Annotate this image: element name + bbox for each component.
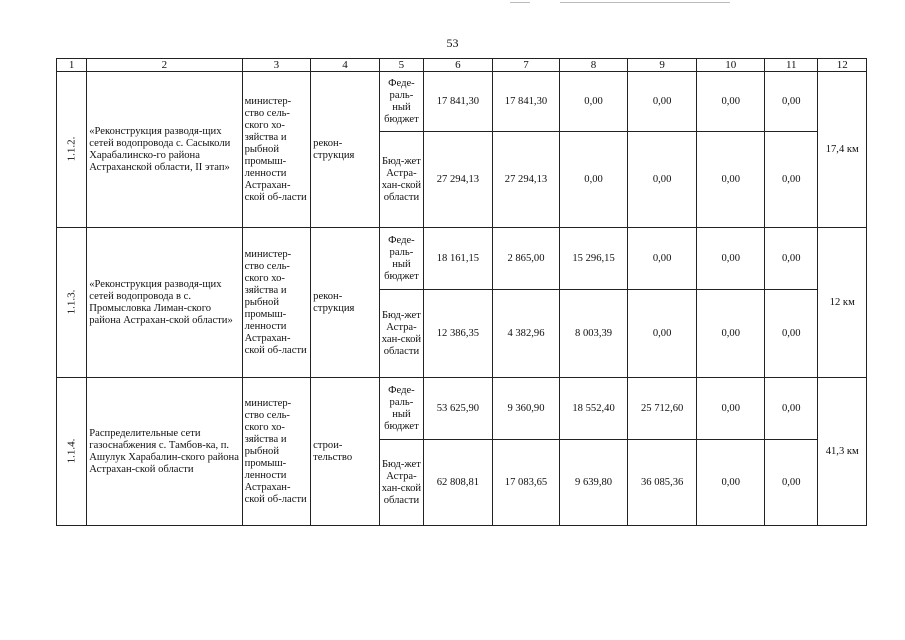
- amount-cell: 0,00: [697, 290, 765, 378]
- row-index: 1.1.2.: [65, 136, 78, 162]
- amount-cell: 27 294,13: [492, 132, 560, 228]
- row-index-cell: [57, 72, 87, 228]
- column-number: 2: [87, 59, 242, 72]
- funding-source: Бюд-жет Астра-хан-ской области: [379, 132, 423, 228]
- ministry-name: министер-ство сель-ского хо-зяйства и рыбной промыш-ленности Астрахан-ской об-ласти: [242, 228, 311, 378]
- network-length: 41,3 км: [818, 378, 867, 526]
- row-index-cell: [57, 378, 87, 526]
- column-number: 1: [57, 59, 87, 72]
- scan-artifact-line: [560, 2, 730, 3]
- amount-cell: 2 865,00: [492, 228, 560, 290]
- amount-cell: 53 625,90: [424, 378, 493, 440]
- amount-cell: 0,00: [560, 72, 628, 132]
- amount-cell: 17 083,65: [492, 440, 560, 526]
- amount-cell: 9 639,80: [560, 440, 628, 526]
- amount-cell: 0,00: [560, 132, 628, 228]
- amount-cell: 0,00: [765, 228, 818, 290]
- column-number: 9: [627, 59, 697, 72]
- column-number: 4: [311, 59, 380, 72]
- column-number: 6: [424, 59, 493, 72]
- project-name: «Реконструкция разводя-щих сетей водопровода с. Сасыколи Харабалинско-го района Астраханской области, II этап»: [87, 72, 242, 228]
- scan-artifact-line: [510, 2, 530, 3]
- amount-cell: 12 386,35: [424, 290, 493, 378]
- row-index: 1.1.4.: [65, 438, 78, 464]
- amount-cell: 0,00: [627, 228, 697, 290]
- work-type: рекон-струкция: [311, 228, 380, 378]
- work-type: рекон-струкция: [311, 72, 380, 228]
- amount-cell: 18 552,40: [560, 378, 628, 440]
- amount-cell: 0,00: [697, 378, 765, 440]
- network-length: 17,4 км: [818, 72, 867, 228]
- table-row: [57, 378, 867, 440]
- amount-cell: 0,00: [697, 72, 765, 132]
- column-number: 10: [697, 59, 765, 72]
- table-row: [57, 228, 867, 290]
- amount-cell: 17 841,30: [424, 72, 493, 132]
- row-index: 1.1.3.: [65, 289, 78, 315]
- amount-cell: 0,00: [765, 440, 818, 526]
- ministry-name: министер-ство сель-ского хо-зяйства и рыбной промыш-ленности Астрахан-ской об-ласти: [242, 378, 311, 526]
- table-row: [57, 72, 867, 132]
- column-number: 11: [765, 59, 818, 72]
- amount-cell: 0,00: [765, 132, 818, 228]
- amount-cell: 0,00: [697, 440, 765, 526]
- amount-cell: 62 808,81: [424, 440, 493, 526]
- column-number: 5: [379, 59, 423, 72]
- amount-cell: 15 296,15: [560, 228, 628, 290]
- funding-source: Бюд-жет Астра-хан-ской области: [379, 290, 423, 378]
- ministry-name: министер-ство сель-ского хо-зяйства и рыбной промыш-ленности Астрахан-ской об-ласти: [242, 72, 311, 228]
- amount-cell: 4 382,96: [492, 290, 560, 378]
- column-number: 8: [560, 59, 628, 72]
- work-type: строи-тельство: [311, 378, 380, 526]
- funding-source: Бюд-жет Астра-хан-ской области: [379, 440, 423, 526]
- column-number: 12: [818, 59, 867, 72]
- amount-cell: 9 360,90: [492, 378, 560, 440]
- page-number: 53: [446, 36, 459, 50]
- funding-source: Феде-раль-ный бюджет: [379, 72, 423, 132]
- amount-cell: 0,00: [765, 378, 818, 440]
- amount-cell: 36 085,36: [627, 440, 697, 526]
- network-length: 12 км: [818, 228, 867, 378]
- project-name: Распределительные сети газоснабжения с. Тамбов-ка, п. Ашулук Харабалин-ского района Астрахан-ской области: [87, 378, 242, 526]
- column-number: 3: [242, 59, 311, 72]
- amount-cell: 0,00: [765, 72, 818, 132]
- column-number: 7: [492, 59, 560, 72]
- row-index-cell: [57, 228, 87, 378]
- funding-source: Феде-раль-ный бюджет: [379, 378, 423, 440]
- amount-cell: 25 712,60: [627, 378, 697, 440]
- funding-source: Феде-раль-ный бюджет: [379, 228, 423, 290]
- amount-cell: 0,00: [627, 72, 697, 132]
- amount-cell: 0,00: [627, 132, 697, 228]
- amount-cell: 0,00: [697, 228, 765, 290]
- amount-cell: 0,00: [697, 132, 765, 228]
- amount-cell: 8 003,39: [560, 290, 628, 378]
- program-table: [56, 58, 867, 526]
- amount-cell: 0,00: [765, 290, 818, 378]
- amount-cell: 18 161,15: [424, 228, 493, 290]
- amount-cell: 27 294,13: [424, 132, 493, 228]
- project-name: «Реконструкция разводя-щих сетей водопровода в с. Промысловка Лиман-ского района Астрахан-ской области»: [87, 228, 242, 378]
- column-number-row: [57, 59, 867, 72]
- amount-cell: 17 841,30: [492, 72, 560, 132]
- amount-cell: 0,00: [627, 290, 697, 378]
